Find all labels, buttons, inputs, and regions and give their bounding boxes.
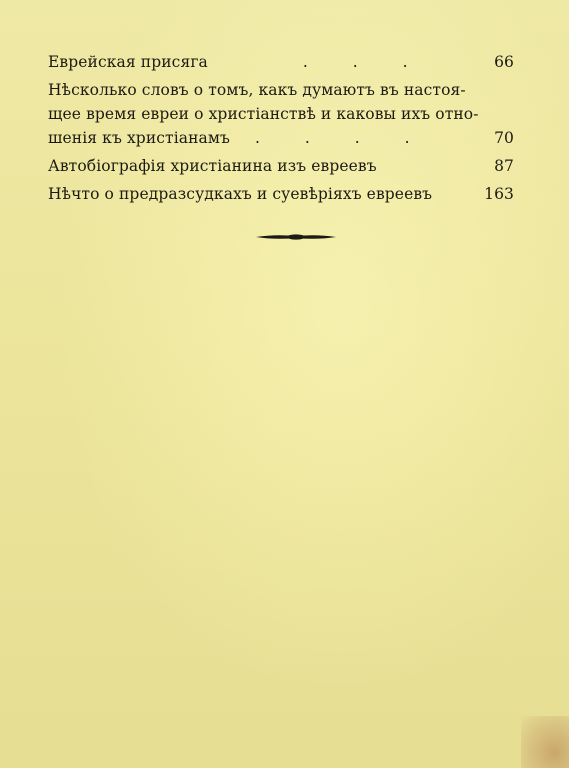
toc-page-number: 70 [494,129,514,147]
toc-page-number: 66 [494,53,514,71]
toc-page-number: 163 [484,185,514,203]
leader-dots: . . . [302,53,428,71]
toc-entry-title-cont: шенія къ христіанамъ [48,129,230,147]
toc-entry-views-line-2 [48,102,518,126]
toc-entry-views-line-3 [48,126,518,150]
table-of-contents [48,50,518,206]
leader-dots: . . . . [255,129,430,147]
toc-entry-title: Еврейская присяга [48,53,208,71]
paper-stain [521,716,569,768]
toc-entry-title: Автобіографія христіанина изъ евреевъ [48,157,377,175]
toc-entry-title: Нѣсколько словъ о томъ, какъ думаютъ въ настоя- [48,81,466,99]
toc-page-number: 87 [494,157,514,175]
toc-entry-autobiography [48,154,518,178]
toc-entry-title: Нѣчто о предразсудкахъ и суевѣріяхъ евреевъ [48,185,433,203]
toc-entry-views-line-1 [48,78,518,102]
toc-entry-oath [48,50,518,74]
toc-entry-superstitions [48,182,518,206]
toc-entry-title-cont: щее время евреи о христіанствѣ и каковы ихъ отно- [48,105,479,123]
divider-ornament [255,233,337,241]
